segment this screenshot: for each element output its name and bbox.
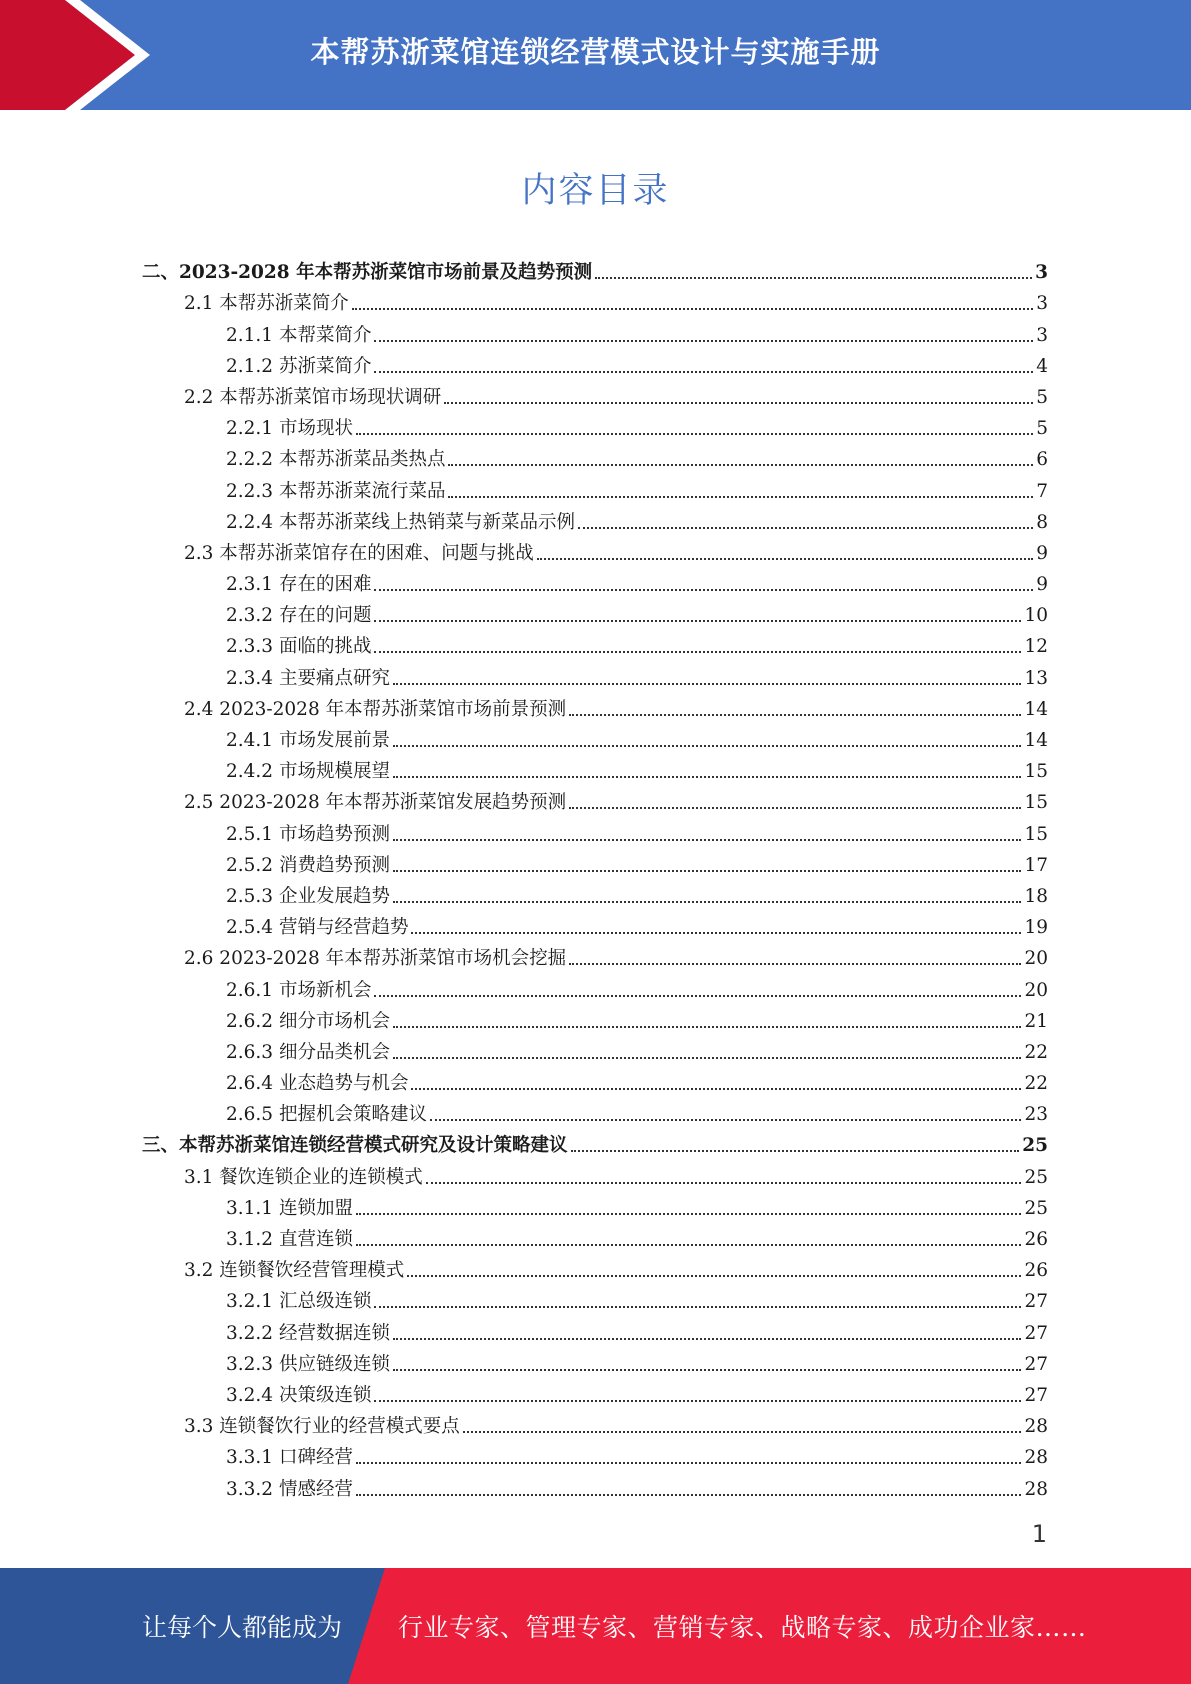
- toc-leader-dots: [374, 619, 1021, 622]
- toc-entry-page: 9: [1036, 574, 1048, 596]
- toc-entry[interactable]: [142, 752, 1048, 783]
- toc-entry-title: 2.4.1 市场发展前景: [226, 730, 390, 751]
- toc-entry[interactable]: [142, 440, 1048, 471]
- toc-entry-page: 3: [1035, 262, 1048, 284]
- page-number: 1: [1031, 1520, 1047, 1548]
- toc-entry[interactable]: [142, 284, 1048, 315]
- toc-entry[interactable]: [142, 1064, 1048, 1095]
- toc-entry[interactable]: [142, 1157, 1048, 1188]
- toc-entry-title: 2.6.5 把握机会策略建议: [226, 1104, 427, 1126]
- toc-entry-page: 5: [1036, 418, 1048, 440]
- toc-leader-dots: [426, 1181, 1022, 1184]
- toc-entry-title: 2.5.1 市场趋势预测: [226, 823, 390, 845]
- toc-entry-page: 12: [1024, 636, 1048, 658]
- toc-leader-dots: [356, 1493, 1022, 1496]
- header-banner: [0, 0, 1191, 110]
- toc-leader-dots: [595, 276, 1032, 279]
- toc-entry-title: 2.5.2 消费趋势预测: [226, 854, 390, 876]
- toc-entry-page: 22: [1024, 1073, 1048, 1095]
- toc-entry-page: 14: [1024, 698, 1048, 720]
- toc-entry[interactable]: [142, 783, 1048, 814]
- toc-entry-title: 2.3.3 面临的挑战: [226, 636, 372, 658]
- toc-leader-dots: [444, 401, 1033, 404]
- toc-leader-dots: [393, 869, 1021, 872]
- toc-entry-title: 3.3 连锁餐饮行业的经营模式要点: [184, 1416, 460, 1438]
- toc-entry[interactable]: [142, 908, 1048, 939]
- toc-entry-page: 13: [1024, 667, 1048, 689]
- toc-entry[interactable]: [142, 627, 1048, 658]
- toc-entry-page: 28: [1024, 1447, 1048, 1469]
- toc-entry-title: 2.6.1 市场新机会: [226, 979, 372, 1001]
- toc-entry-title: 3.2.4 决策级连锁: [226, 1384, 372, 1406]
- toc-leader-dots: [430, 1118, 1021, 1121]
- toc-entry-title: 3.2.3 供应链级连锁: [226, 1353, 390, 1375]
- toc-leader-dots: [374, 588, 1033, 591]
- toc-entry-title: 3.1 餐饮连锁企业的连锁模式: [184, 1166, 423, 1188]
- toc-entry-title: 2.3.1 存在的困难: [226, 574, 372, 596]
- toc-entry-page: 25: [1024, 1166, 1048, 1188]
- toc-entry[interactable]: [142, 315, 1048, 346]
- toc-entry-page: 14: [1024, 730, 1048, 751]
- toc-entry[interactable]: [142, 534, 1048, 565]
- toc-entry-title: 2.5.4 营销与经营趋势: [226, 917, 409, 939]
- toc-entry-title: 2.1 本帮苏浙菜简介: [184, 293, 349, 315]
- toc-entry-title: 2.1.1 本帮菜简介: [226, 324, 372, 346]
- toc-entry-title: 2.2.4 本帮苏浙菜线上热销菜与新菜品示例: [226, 511, 575, 533]
- toc-leader-dots: [374, 1305, 1021, 1308]
- toc-leader-dots: [393, 775, 1021, 778]
- toc-entry-page: 19: [1024, 917, 1048, 939]
- toc-entry[interactable]: [142, 1282, 1048, 1313]
- toc-entry-title: 3.3.1 口碑经营: [226, 1447, 353, 1469]
- toc-entry-page: 26: [1024, 1229, 1048, 1250]
- toc-entry[interactable]: [142, 1002, 1048, 1033]
- toc-leader-dots: [393, 838, 1021, 841]
- toc-entry-page: 26: [1024, 1260, 1048, 1282]
- toc-entry-page: 27: [1024, 1322, 1048, 1344]
- toc-leader-dots: [356, 1212, 1022, 1215]
- toc-entry[interactable]: [142, 1189, 1048, 1220]
- toc-entry[interactable]: [142, 846, 1048, 877]
- toc-entry-title: 2.6.3 细分品类机会: [226, 1041, 390, 1063]
- toc-entry-page: 22: [1024, 1041, 1048, 1063]
- toc-entry-title: 2.4.2 市场规模展望: [226, 761, 390, 783]
- toc-entry-page: 17: [1024, 854, 1048, 876]
- toc-entry[interactable]: [142, 1220, 1048, 1251]
- toc-entry[interactable]: [142, 409, 1048, 440]
- toc-leader-dots: [463, 1430, 1022, 1433]
- toc-entry[interactable]: [142, 1376, 1048, 1407]
- document-title: 本帮苏浙菜馆连锁经营模式设计与实施手册: [310, 34, 881, 69]
- toc-entry-page: 7: [1036, 480, 1048, 502]
- table-of-contents: [142, 253, 1048, 1501]
- toc-entry-page: 21: [1024, 1010, 1048, 1032]
- toc-leader-dots: [407, 1274, 1021, 1277]
- toc-entry-page: 15: [1024, 761, 1048, 783]
- toc-entry[interactable]: [142, 1033, 1048, 1064]
- toc-entry[interactable]: [142, 378, 1048, 409]
- toc-entry-page: 20: [1024, 948, 1048, 970]
- toc-entry[interactable]: [142, 471, 1048, 502]
- toc-entry[interactable]: [142, 1345, 1048, 1376]
- toc-leader-dots: [356, 1243, 1022, 1246]
- toc-entry-title: 2.5 2023-2028 年本帮苏浙菜馆发展趋势预测: [184, 792, 567, 814]
- toc-entry-title: 2.2.2 本帮苏浙菜品类热点: [226, 449, 446, 471]
- toc-leader-dots: [448, 495, 1033, 498]
- toc-leader-dots: [374, 1399, 1021, 1402]
- toc-leader-dots: [569, 713, 1021, 716]
- toc-leader-dots: [578, 526, 1033, 529]
- toc-entry-page: 10: [1024, 605, 1048, 627]
- toc-entry[interactable]: [142, 503, 1048, 534]
- toc-entry-title: 2.2 本帮苏浙菜馆市场现状调研: [184, 386, 442, 408]
- toc-leader-dots: [393, 900, 1021, 903]
- toc-entry-title: 2.2.1 市场现状: [226, 418, 353, 440]
- toc-entry-title: 3.1.1 连锁加盟: [226, 1197, 353, 1219]
- toc-entry-page: 15: [1024, 792, 1048, 814]
- footer-slogan-left: 让每个人都能成为: [142, 1613, 343, 1642]
- footer-slogan-right: 行业专家、管理专家、营销专家、战略专家、成功企业家……: [398, 1613, 1087, 1642]
- toc-entry[interactable]: [142, 1095, 1048, 1126]
- toc-leader-dots: [537, 557, 1033, 560]
- toc-entry[interactable]: [142, 1407, 1048, 1438]
- toc-leader-dots: [411, 1087, 1021, 1090]
- toc-entry-page: 27: [1024, 1291, 1048, 1313]
- toc-entry-title: 二、2023-2028 年本帮苏浙菜馆市场前景及趋势预测: [142, 262, 593, 284]
- toc-entry-page: 3: [1036, 293, 1048, 315]
- toc-entry[interactable]: [142, 970, 1048, 1001]
- toc-entry[interactable]: [142, 596, 1048, 627]
- toc-entry-title: 2.3 本帮苏浙菜馆存在的困难、问题与挑战: [184, 542, 534, 564]
- toc-entry[interactable]: [142, 565, 1048, 596]
- toc-leader-dots: [393, 1025, 1021, 1028]
- toc-entry[interactable]: [142, 877, 1048, 908]
- toc-leader-dots: [569, 962, 1021, 965]
- toc-entry-title: 2.1.2 苏浙菜简介: [226, 355, 372, 377]
- toc-leader-dots: [393, 682, 1021, 685]
- toc-leader-dots: [374, 994, 1021, 997]
- toc-entry-title: 2.3.2 存在的问题: [226, 605, 372, 627]
- toc-entry-title: 3.2.1 汇总级连锁: [226, 1291, 372, 1313]
- toc-entry-page: 4: [1036, 355, 1048, 377]
- toc-entry[interactable]: [142, 1438, 1048, 1469]
- toc-leader-dots: [356, 432, 1033, 435]
- toc-entry-page: 23: [1024, 1104, 1048, 1126]
- toc-leader-dots: [411, 931, 1021, 934]
- toc-leader-dots: [393, 1056, 1021, 1059]
- toc-entry-title: 3.2.2 经营数据连锁: [226, 1322, 390, 1344]
- toc-entry[interactable]: [142, 690, 1048, 721]
- toc-entry[interactable]: [142, 1126, 1048, 1157]
- toc-leader-dots: [374, 650, 1021, 653]
- toc-entry[interactable]: [142, 1469, 1048, 1500]
- toc-entry-title: 2.2.3 本帮苏浙菜流行菜品: [226, 480, 446, 502]
- toc-entry-title: 3.2 连锁餐饮经营管理模式: [184, 1260, 405, 1282]
- toc-leader-dots: [374, 370, 1033, 373]
- red-chevron-decoration: [0, 0, 150, 110]
- toc-leader-dots: [571, 1149, 1020, 1152]
- toc-entry-page: 27: [1024, 1353, 1048, 1375]
- toc-entry-page: 15: [1024, 823, 1048, 845]
- toc-entry-page: 20: [1024, 979, 1048, 1001]
- toc-entry[interactable]: [142, 1251, 1048, 1282]
- toc-entry-title: 3.1.2 直营连锁: [226, 1229, 353, 1250]
- toc-entry[interactable]: [142, 1313, 1048, 1344]
- toc-entry[interactable]: [142, 253, 1048, 284]
- toc-entry-title: 三、本帮苏浙菜馆连锁经营模式研究及设计策略建议: [142, 1135, 568, 1157]
- toc-leader-dots: [393, 1368, 1021, 1371]
- toc-leader-dots: [352, 307, 1033, 310]
- toc-entry-page: 25: [1024, 1197, 1048, 1219]
- toc-entry-page: 28: [1024, 1416, 1048, 1438]
- toc-entry-page: 6: [1036, 449, 1048, 471]
- toc-entry-title: 2.6.2 细分市场机会: [226, 1010, 390, 1032]
- toc-entry-title: 2.6.4 业态趋势与机会: [226, 1073, 409, 1095]
- toc-entry[interactable]: [142, 721, 1048, 752]
- toc-entry[interactable]: [142, 347, 1048, 378]
- toc-leader-dots: [569, 806, 1021, 809]
- toc-leader-dots: [393, 1337, 1021, 1340]
- toc-entry-title: 3.3.2 情感经营: [226, 1478, 353, 1500]
- toc-leader-dots: [448, 463, 1033, 466]
- toc-leader-dots: [374, 339, 1033, 342]
- toc-leader-dots: [356, 1461, 1022, 1464]
- toc-entry[interactable]: [142, 814, 1048, 845]
- toc-entry-page: 27: [1024, 1384, 1048, 1406]
- toc-entry-page: 25: [1022, 1135, 1048, 1157]
- toc-entry-page: 8: [1036, 511, 1048, 533]
- toc-entry[interactable]: [142, 658, 1048, 689]
- toc-entry-title: 2.4 2023-2028 年本帮苏浙菜馆市场前景预测: [184, 698, 567, 720]
- toc-heading: 内容目录: [521, 171, 670, 211]
- toc-entry-title: 2.6 2023-2028 年本帮苏浙菜馆市场机会挖掘: [184, 948, 567, 970]
- toc-entry-page: 5: [1036, 386, 1048, 408]
- toc-entry-page: 9: [1036, 542, 1048, 564]
- toc-entry-title: 2.3.4 主要痛点研究: [226, 667, 390, 689]
- toc-entry-title: 2.5.3 企业发展趋势: [226, 885, 390, 907]
- toc-entry-page: 3: [1036, 324, 1048, 346]
- footer-banner: [0, 1568, 1191, 1684]
- toc-entry[interactable]: [142, 939, 1048, 970]
- toc-entry-page: 18: [1024, 885, 1048, 907]
- toc-leader-dots: [393, 744, 1021, 747]
- toc-entry-page: 28: [1024, 1478, 1048, 1500]
